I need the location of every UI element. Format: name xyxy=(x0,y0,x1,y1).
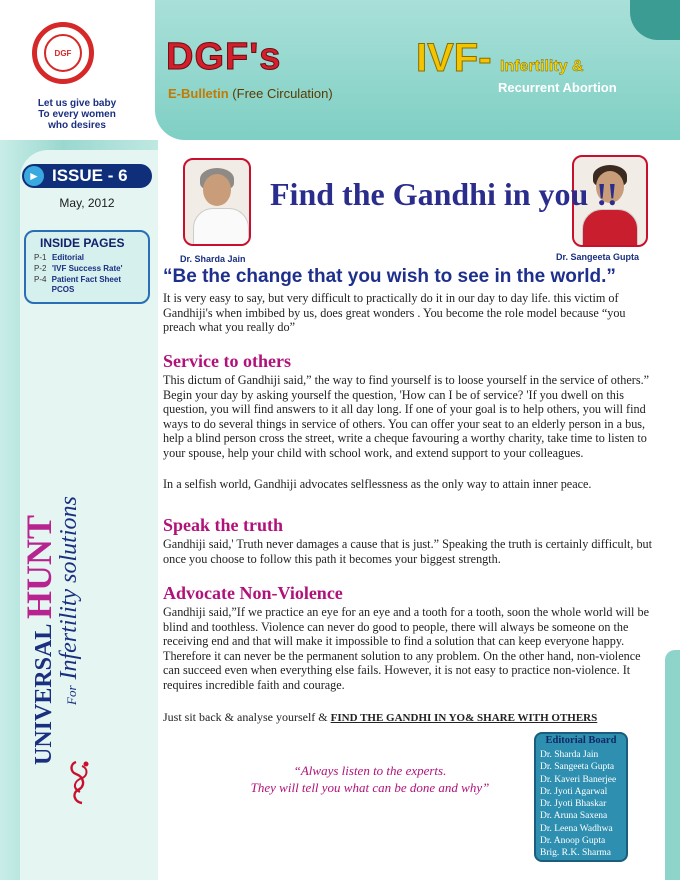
right-decorative-strip xyxy=(665,650,680,880)
coat-shape xyxy=(582,209,638,247)
doctor-name-right: Dr. Sangeeta Gupta xyxy=(556,252,640,262)
ebulletin-word: E-Bulletin xyxy=(168,86,229,101)
list-item[interactable] xyxy=(34,264,144,274)
ebulletin-label xyxy=(168,86,333,101)
page-label: 'IVF Success Rate' xyxy=(52,264,123,273)
doctor-photo-left xyxy=(183,158,251,246)
banner-line-2 xyxy=(56,365,83,765)
logo-emblem: DGF xyxy=(44,34,82,72)
advice-quote xyxy=(225,762,515,796)
ivf-subtitle-2: Recurrent Abortion xyxy=(498,80,617,95)
section-body-service-2: In a selfish world, Gandhiji advocates selflessness as the only way to attain inner peace. xyxy=(163,477,592,491)
coat-shape xyxy=(193,208,249,246)
ivf-subtitle: Infertility & xyxy=(500,58,584,75)
tagline-line: Let us give baby xyxy=(37,98,117,109)
banner-word-for: For xyxy=(63,685,79,705)
banner-word-infertility: Infertility solutions xyxy=(55,496,82,680)
bulletin-title: DGF's xyxy=(166,36,282,78)
banner-word-universal: UNIVERSAL xyxy=(30,624,57,765)
editorial-board-title: Editorial Board xyxy=(545,735,617,746)
page-number: P-1 xyxy=(34,253,47,262)
list-item: Dr. Anoop Gupta xyxy=(540,836,606,847)
dgf-logo xyxy=(32,22,94,84)
article-title: Find the Gandhi in you !! xyxy=(270,176,618,212)
ribbon-figure-icon xyxy=(62,758,98,806)
issue-date: May, 2012 xyxy=(59,196,115,210)
list-item: Dr. Leena Wadhwa xyxy=(540,823,613,834)
chevron-right-icon: ► xyxy=(24,166,44,186)
list-item[interactable] xyxy=(34,253,144,263)
list-item: Dr. Aruna Saxena xyxy=(540,811,608,822)
article-intro: It is very easy to say, but very difficult to practically do it in our day to day life. this victim of Gandhiji's when imbibed by us, does great wonders . You become the role model because “you preach what you really do” xyxy=(163,291,626,334)
list-item: Dr. Jyoti Agarwal xyxy=(540,786,608,797)
advice-line: “Always listen to the experts. xyxy=(293,763,447,778)
advice-line: They will tell you what can be done and why” xyxy=(250,780,490,795)
section-body-truth: Gandhiji said,' Truth never damages a cause that is just.” Speaking the truth is certainly difficult, but once you choose to follow this path it becomes your biggest strength. xyxy=(163,537,653,566)
closing-line xyxy=(163,710,597,725)
inside-pages-list xyxy=(34,253,144,296)
list-item: Dr. Sangeeta Gupta xyxy=(540,762,615,773)
page-number: P-4 xyxy=(34,275,47,284)
tagline xyxy=(22,98,132,131)
closing-emphasis: FIND THE GANDHI IN YO& SHARE WITH OTHERS xyxy=(330,712,598,724)
ivf-title: IVF- xyxy=(416,36,492,80)
section-heading-nonviolence: Advocate Non-Violence xyxy=(163,583,343,603)
list-item[interactable] xyxy=(34,275,144,295)
tagline-line: To every women xyxy=(38,109,116,120)
inside-pages-title: INSIDE PAGES xyxy=(40,236,125,250)
section-heading-truth: Speak the truth xyxy=(163,515,284,535)
list-item: Dr. Kaveri Banerjee xyxy=(540,774,617,785)
editorial-board-list xyxy=(540,749,630,860)
section-body-nonviolence: Gandhiji said,”If we practice an eye for an eye and a tooth for a tooth, soon the whole world will be blind and toothless. Violence can never do good to people, there will always be someone on the receiving end and that will make it impossible to find a solution that can keep everyone happy. Therefore it can never be the permanent solution to any problem. On the other hand, non-violence can succeed even when everything else fails. However, it is not easy to practice non-violence. It requires incredible faith and courage. xyxy=(163,605,649,692)
issue-label: ISSUE - 6 xyxy=(52,166,128,185)
face-shape xyxy=(203,174,231,206)
list-item: Dr. Jyoti Bhaskar xyxy=(540,799,607,810)
issue-badge xyxy=(22,164,152,188)
section-body-service: This dictum of Gandhiji said,” the way to find yourself is to loose yourself in the service of others.” Begin your day by asking yourself the question, 'How can I be of service? 'If you dwell on this question, you will find answers to it all day long. If one of your goal is to help others, you will find ways to do several things in service of others. You can offer your seat to an elderly person in a bus, help a blind person cross the street, write a cheque favouring a worthy charity, take time to listen to your spouse, help your child with school work, and extend support to your colleagues. xyxy=(163,373,650,460)
ebulletin-note: (Free Circulation) xyxy=(232,86,333,101)
article-quote: “Be the change that you wish to see in the world.” xyxy=(163,266,616,287)
list-item: Dr. Sharda Jain xyxy=(540,750,599,760)
banner-word-hunt: HUNT xyxy=(18,514,59,619)
page-label: Editorial xyxy=(52,253,85,262)
section-heading-service: Service to others xyxy=(163,351,291,371)
doctor-name-left: Dr. Sharda Jain xyxy=(180,254,246,264)
closing-lead: Just sit back & analyse yourself & xyxy=(163,710,328,724)
tagline-line: who desires xyxy=(48,120,106,131)
list-item: Brig. R.K. Sharma xyxy=(540,848,611,859)
page-label: Patient Fact Sheet PCOS xyxy=(51,275,121,294)
banner-line-1 xyxy=(18,365,60,765)
page-number: P-2 xyxy=(34,264,47,273)
universal-hunt-banner xyxy=(5,365,95,765)
